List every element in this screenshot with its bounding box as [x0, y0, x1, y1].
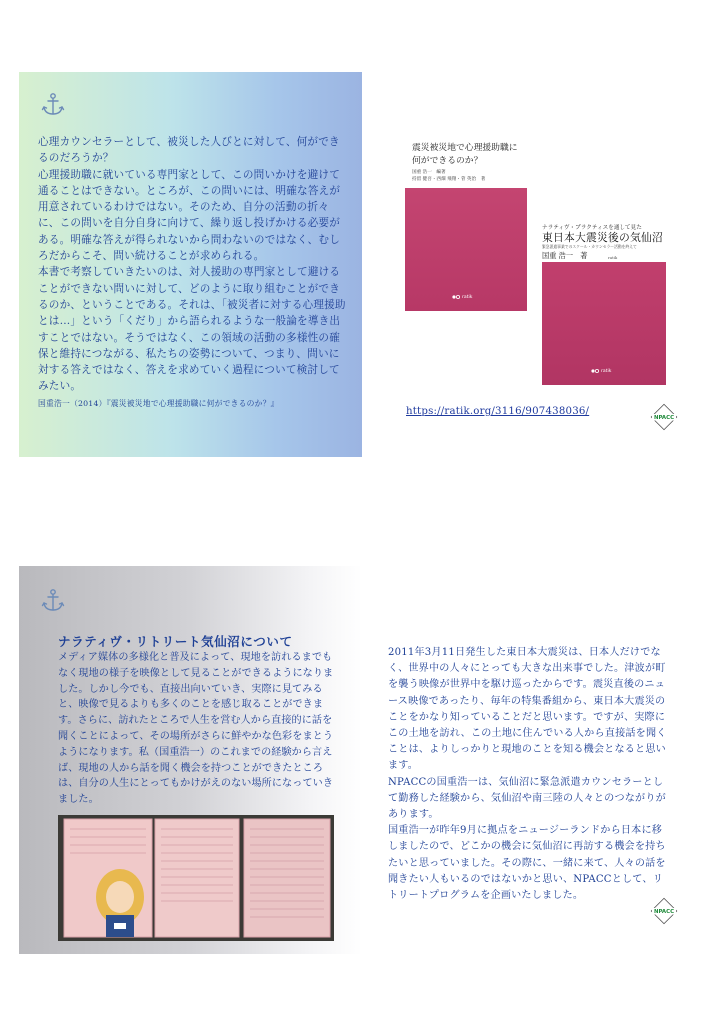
retreat-text: メディア媒体の多様化と普及によって、現地を訪れるまでもなく現地の様子を映像として見ることができるようになりました。しかし今でも、直接出向いていき、実際に見てみると、映像で見るよりも多くのことを感じ取ることができます。さらに、訪れたところで人生を営む人から直接的に話を聞くことによって、その場所がさらに鮮やかな色彩をまとうようになります。私（国重浩一）のこれまでの経験から言えば、現地の人から話を聞く機会を持つことができたところは、自分の人生にとってもかけがえのない場所になっていきました。 — [58, 652, 334, 806]
intro-question: 心理カウンセラーとして、被災した人びとに対して、何ができるのだろうか？ — [38, 136, 340, 165]
ratik-logo-icon — [452, 294, 460, 300]
book2-cover[interactable] — [542, 262, 666, 385]
book-link[interactable]: https://ratik.org/3116/907438036/ — [406, 406, 590, 417]
book1-title: 震災被災地で心理援助職に 何ができるのか？ — [412, 143, 518, 166]
book2-subtitle: ナラティヴ・プラクティスを通して見た — [542, 225, 642, 231]
intro-paragraph-2: 本書で考察していきたいのは、対人援助の専門家として避けることができない問いに対して、どのように取り組むことができるのか、ということである。それは、「被災者に対する心理援助とは…」という「くだり」から語られるような一般論を導き出すことではない。そうではなく、この領域の活動の多様性の確保と維持につながる、私たちの姿勢について、つまり、問いに対する答えではなく、答えを求めていく過程について検討してみたい。 — [38, 266, 346, 393]
anchor-icon — [40, 92, 66, 118]
book2-author: 国重 浩一 著 — [542, 251, 588, 260]
book2-publisher: ratik — [608, 255, 618, 260]
book2-title: 東日本大震災後の気仙沼 — [542, 231, 663, 244]
event-paragraph-1: 2011年3月11日発生した東日本大震災は、日本人だけでなく、世界中の人々にとっても大きな出来事でした。津波が町を襲う映像が世界中を駆け巡ったからです。震災直後のニュース映像であったり、毎年の特集番組から、東日本大震災のことをかなり知っていることだと思います。ですが、実際にこの土地を訪れ、この土地に住んでいる人から直接話を聞くことは、よりしっかりと現地のことを知る機会となると思います。 — [388, 647, 667, 772]
anchor-icon — [40, 588, 66, 614]
event-paragraph-3: 国重浩一が昨年9月に拠点をニュージーランドから日本に移しましたので、どこかの機会に気仙沼に再訪する機会を持ちたいと思っていました。その際に、一緒に来て、人々の話を聞きたい人もいるのではないかと思い、NPACCとして、リトリートプログラムを企画いたしました。 — [388, 825, 666, 902]
book-citation: 国重浩一（2014）『震災被災地で心理援助職に何ができるのか？』 — [38, 398, 279, 408]
event-description — [388, 645, 672, 904]
retreat-heading: ナラティヴ・リトリート気仙沼について — [58, 634, 293, 649]
npacc-logo — [650, 403, 678, 431]
book1-authors: 国重 浩一 編著 持留 健吾・西畑 飛翔・菅 英治 著 — [412, 170, 486, 182]
npacc-logo — [650, 897, 678, 925]
svg-text:NPACC: NPACC — [653, 415, 675, 422]
event-paragraph-2: NPACCの国重浩一は、気仙沼に緊急派遣カウンセラーとして勤務した経験から、気仙沼や南三陸の人々とのつながりがあります。 — [388, 776, 666, 821]
publisher-logo: ratik — [591, 368, 611, 374]
publisher-logo: ratik — [452, 294, 472, 300]
intro-text — [38, 134, 350, 410]
intro-paragraph-1: 心理援助職に就いている専門家として、この問いかけを避けて通ることはできない。ところが、この問いには、明確な答えが用意されているわけではない。そのため、自分の活動の折々に、この問いを自分自身に向けて、繰り返し投げかける必要がある。明確な答えが得られないから問わないのではなく、むしろだからこそ、問い続けることが求められる。 — [38, 168, 341, 263]
book2-description: 緊急派遣事業でのスクール・カウンセラー活動を終えて — [542, 244, 637, 249]
svg-text:NPACC: NPACC — [653, 909, 675, 916]
book1-cover[interactable] — [405, 188, 527, 311]
poster-photo — [58, 815, 334, 941]
ratik-logo-icon — [591, 368, 599, 374]
